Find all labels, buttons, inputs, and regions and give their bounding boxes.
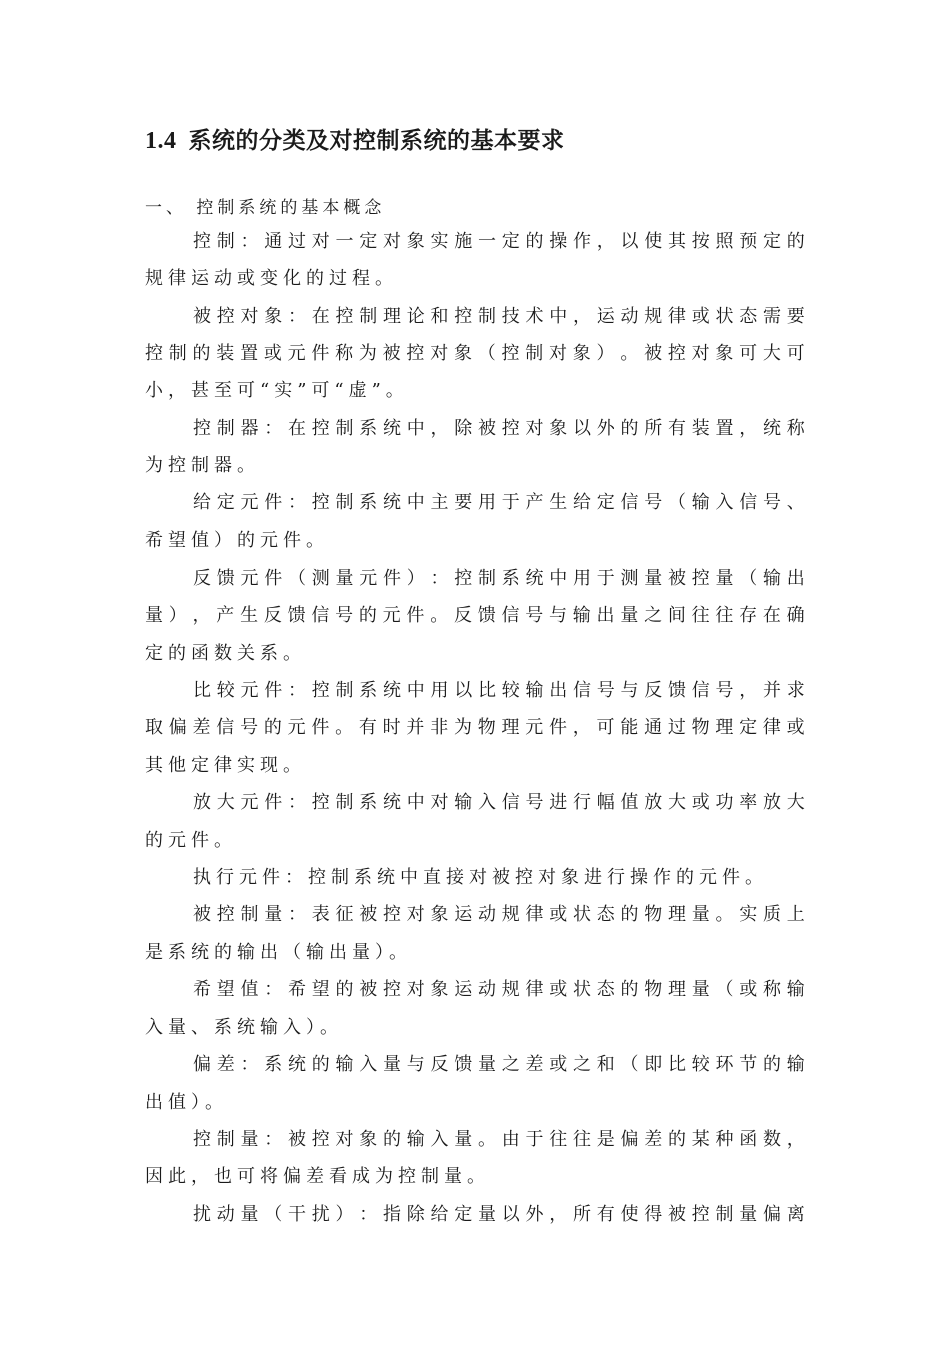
text-line: 小，甚至可“实”可“虚”。 [145,380,409,401]
text-line: 入量、系统输入）。 [145,1017,343,1038]
text-line: 其他定律实现。 [145,755,306,776]
text-line: 的元件。 [145,830,237,851]
text-line: 扰 动 量 （ 干 扰 ） ： 指 除 给 定 量 以 外 ， 所 有 使 得 被 控 制 量 偏 离 [193,1204,805,1225]
text-line: 给 定 元 件 ： 控 制 系 统 中 主 要 用 于 产 生 给 定 信 号 （ 输 入 信 号 、 [193,492,805,513]
text-line: 出值）。 [145,1092,228,1113]
text-line: 因此，也可将偏差看成为控制量。 [145,1166,490,1187]
section-heading [145,122,565,155]
text-line: 控 制 器 ： 在 控 制 系 统 中 ， 除 被 控 对 象 以 外 的 所 有 装 置 ， 统 称 [193,418,805,439]
text-line: 希 望 值 ： 希 望 的 被 控 对 象 运 动 规 律 或 状 态 的 物 理 量 （ 或 称 输 [193,979,805,1000]
text-line: 执行元件：控制系统中直接对被控对象进行操作的元件。 [193,867,768,888]
text-line: 为控制器。 [145,455,260,476]
text-line: 反 馈 元 件 （ 测 量 元 件 ） ： 控 制 系 统 中 用 于 测 量 被 控 量 （ 输 出 [193,568,805,589]
text-line: 取 偏 差 信 号 的 元 件 。 有 时 并 非 为 物 理 元 件 ， 可 能 通 过 物 理 定 律 或 [145,717,805,738]
subsection-title: 一、 控制系统的基本概念 [145,198,386,218]
text-line: 被 控 制 量 ： 表 征 被 控 对 象 运 动 规 律 或 状 态 的 物 理 量 。 实 质 上 [193,904,805,925]
text-line: 定的函数关系。 [145,643,306,664]
text-line: 控 制 的 装 置 或 元 件 称 为 被 控 对 象 （ 控 制 对 象 ） 。 被 控 对 象 可 大 可 [145,343,805,364]
text-line: 是系统的输出（输出量）。 [145,942,412,963]
text-line: 比 较 元 件 ： 控 制 系 统 中 用 以 比 较 输 出 信 号 与 反 馈 信 号 ， 并 求 [193,680,805,701]
text-line: 控 制 ： 通 过 对 一 定 对 象 实 施 一 定 的 操 作 ， 以 使 其 按 照 预 定 的 [193,231,805,252]
text-line: 被 控 对 象 ： 在 控 制 理 论 和 控 制 技 术 中 ， 运 动 规 律 或 状 态 需 要 [193,306,805,327]
text-line: 希望值）的元件。 [145,530,329,551]
text-line: 偏 差 ： 系 统 的 输 入 量 与 反 馈 量 之 差 或 之 和 （ 即 比 较 环 节 的 输 [193,1054,805,1075]
heading-text: 系统的分类及对控制系统的基本要求 [188,128,565,154]
text-line: 控 制 量 ： 被 控 对 象 的 输 入 量 。 由 于 往 往 是 偏 差 的 某 种 函 数 ， [193,1129,805,1150]
text-line: 放 大 元 件 ： 控 制 系 统 中 对 输 入 信 号 进 行 幅 值 放 大 或 功 率 放 大 [193,792,805,813]
text-line: 规律运动或变化的过程。 [145,268,398,289]
text-line: 量 ） ， 产 生 反 馈 信 号 的 元 件 。 反 馈 信 号 与 输 出 量 之 间 往 往 存 在 确 [145,605,805,626]
heading-number: 1.4 [145,128,177,154]
